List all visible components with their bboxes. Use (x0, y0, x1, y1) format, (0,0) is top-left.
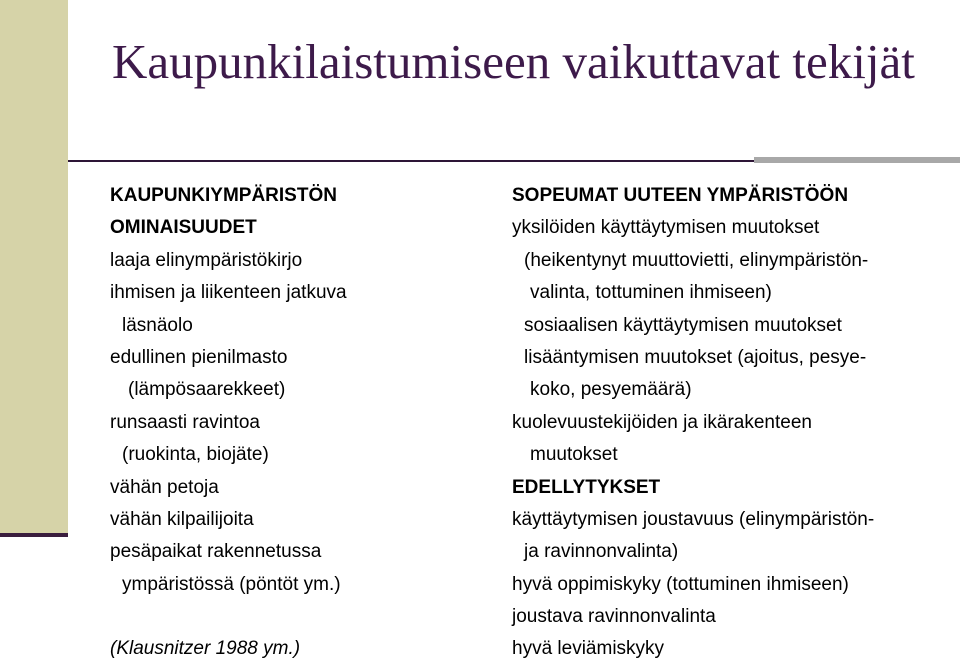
list-item: ihmisen ja liikenteen jatkuva (110, 282, 347, 304)
citation-text: (Klausnitzer 1988 ym.) (110, 638, 301, 660)
list-item: muutokset (530, 444, 618, 466)
list-item: koko, pesyemäärä) (530, 379, 692, 401)
list-item: ja ravinnonvalinta) (524, 541, 679, 563)
list-item: pesäpaikat rakennetussa (110, 541, 322, 563)
list-item: ympäristössä (pöntöt ym.) (122, 573, 341, 595)
list-item: valinta, tottuminen ihmiseen) (530, 282, 772, 304)
list-item: vähän petoja (110, 476, 219, 498)
title-divider (68, 160, 754, 162)
list-item: lisääntymisen muutokset (ajoitus, pesye- (524, 346, 867, 368)
list-item: (ruokinta, biojäte) (122, 444, 269, 466)
list-item: läsnäolo (122, 314, 193, 336)
list-item: sosiaalisen käyttäytymisen muutokset (524, 314, 842, 336)
section-heading: SOPEUMAT UUTEEN YMPÄRISTÖÖN (512, 185, 849, 206)
section-heading: OMINAISUUDET (110, 217, 257, 239)
title-divider-accent (754, 157, 960, 163)
list-item: (lämpösaarekkeet) (128, 379, 286, 401)
list-item: (heikentynyt muuttovietti, elinympäristön- (524, 249, 869, 271)
decorative-side-bar (0, 0, 68, 536)
right-column-adaptations (512, 180, 952, 666)
list-item: laaja elinympäristökirjo (110, 249, 303, 271)
slide-title: Kaupunkilaistumiseen vaikuttavat tekijät (112, 34, 915, 89)
left-column-urban-properties (110, 180, 490, 666)
side-bar-bottom-edge (0, 533, 68, 537)
list-item: käyttäytymisen joustavuus (elinympäristön- (512, 508, 875, 530)
list-item: kuolevuustekijöiden ja ikärakenteen (512, 411, 812, 433)
list-item: edullinen pienilmasto (110, 346, 288, 368)
list-item: hyvä leviämiskyky (512, 638, 665, 660)
list-item (110, 601, 490, 633)
section-heading: KAUPUNKIYMPÄRISTÖN (110, 185, 337, 206)
list-item: runsaasti ravintoa (110, 411, 260, 433)
section-heading: EDELLYTYKSET (512, 476, 661, 498)
list-item: vähän kilpailijoita (110, 508, 254, 530)
list-item: joustava ravinnonvalinta (512, 606, 716, 628)
list-item: yksilöiden käyttäytymisen muutokset (512, 217, 820, 239)
list-item: hyvä oppimiskyky (tottuminen ihmiseen) (512, 573, 849, 595)
